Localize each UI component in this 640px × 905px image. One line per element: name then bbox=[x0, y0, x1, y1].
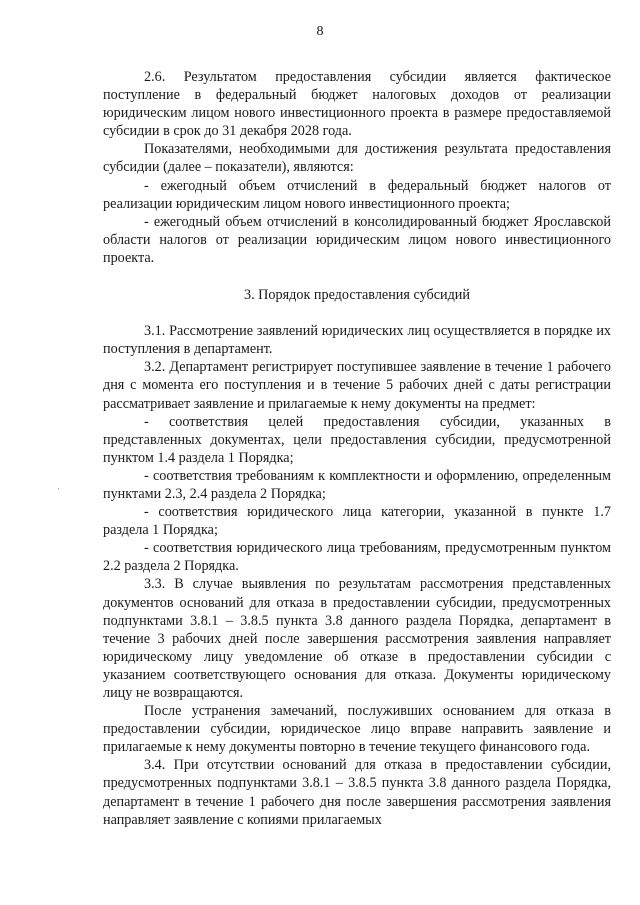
scan-speck bbox=[58, 488, 59, 489]
section-3-heading: 3. Порядок предоставления субсидий bbox=[243, 287, 470, 304]
paragraph-after-fix: После устранения замечаний, послуживших основанием для отказа в предоставлении субсидии, юридическое лицо вправе направить заявление и прилагаемые к нему документы повторно в течение текущего финансового года. bbox=[103, 703, 611, 756]
paragraph-3-4: 3.4. При отсутствии оснований для отказа в предоставлении субсидии, предусмотренных подпунктами 3.8.1 – 3.8.5 пункта 3.8 данного раздела Порядка, департамент в течение 1 рабочего дня после завершения рассмотрения заявления направляет заявление с копиями прилагаемых bbox=[103, 757, 611, 828]
paragraph-3-1: 3.1. Рассмотрение заявлений юридических лиц осуществляется в порядке их поступления в департамент. bbox=[103, 323, 611, 358]
paragraph-2-6: 2.6. Результатом предоставления субсидии является фактическое поступление в федеральный бюджет налоговых доходов от реализации юридическим лицом нового инвестиционного проекта в размере предоставляемой субсидии в срок до 31 декабря 2028 года. bbox=[103, 69, 611, 140]
paragraph-3-2-item-d: - соответствия юридического лица требованиям, предусмотренным пунктом 2.2 раздела 2 Порядка. bbox=[103, 540, 611, 575]
paragraph-3-3: 3.3. В случае выявления по результатам рассмотрения представленных документов оснований для отказа в предоставлении субсидии, предусмотренных подпунктами 3.8.1 – 3.8.5 пункта 3.8 данного раздела Порядка, департамент в течение 3 рабочих дней после завершения рассмотрения заявления направляет юридическому лицу уведомление об отказе в предоставлении субсидии с указанием соответствующего основания для отказа. Документы юридическому лицу не возвращаются. bbox=[103, 576, 611, 701]
paragraph-3-2-item-c: - соответствия юридического лица категории, указанной в пункте 1.7 раздела 1 Порядка; bbox=[103, 504, 611, 539]
paragraph-3-2: 3.2. Департамент регистрирует поступившее заявление в течение 1 рабочего дня с момента его поступления и в течение 5 рабочих дней с даты регистрации рассматривает заявление и прилагаемые к нему документы на предмет: bbox=[103, 359, 611, 412]
paragraph-3-2-item-b: - соответствия требованиям к комплектности и оформлению, определенным пунктами 2.3, 2.4 раздела 2 Порядка; bbox=[103, 467, 611, 502]
paragraph-indicators: Показателями, необходимыми для достижения результата предоставления субсидии (далее – показатели), являются: bbox=[103, 141, 611, 176]
paragraph-indicator-1: - ежегодный объем отчислений в федеральный бюджет налогов от реализации юридическим лицом нового инвестиционного проекта; bbox=[103, 177, 611, 212]
document-body bbox=[103, 68, 611, 829]
paragraph-indicator-2: - ежегодный объем отчислений в консолидированный бюджет Ярославской области налогов от реализации юридическим лицом нового инвестиционного проекта. bbox=[103, 213, 611, 266]
page-number: 8 bbox=[316, 24, 324, 39]
paragraph-3-2-item-a: - соответствия целей предоставления субсидии, указанных в представленных документах, цели предоставления субсидии, предусмотренной пунктом 1.4 раздела 1 Порядка; bbox=[103, 413, 611, 466]
